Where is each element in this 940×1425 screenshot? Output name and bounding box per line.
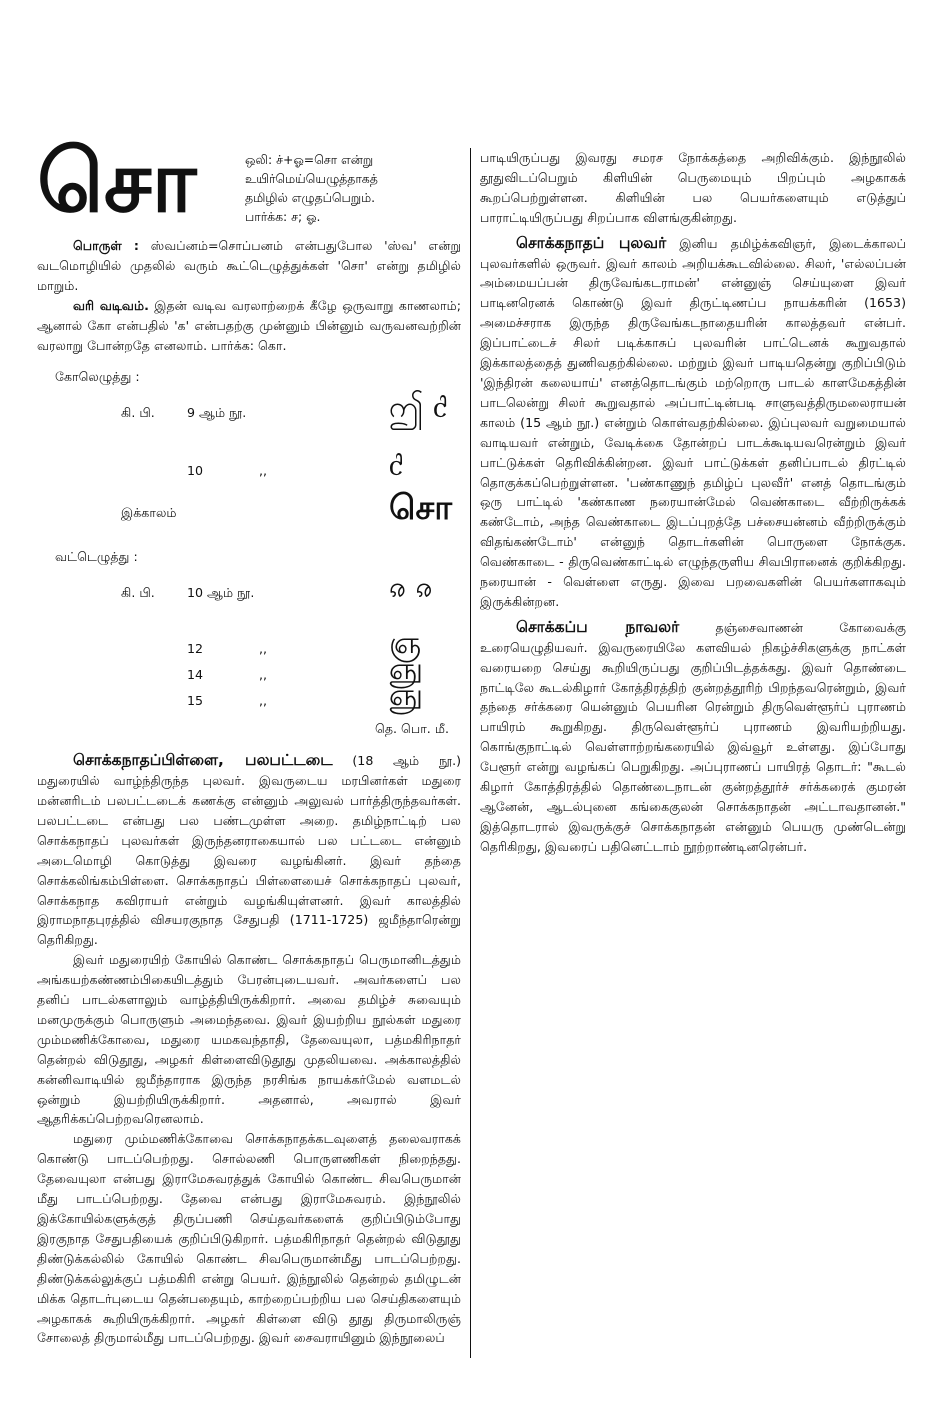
century-label: 14 [187, 667, 204, 683]
era-label: இக்காலம் [121, 505, 177, 521]
headword-block [37, 132, 461, 236]
headword-note-line: ஒலி: ச்+ஓ=சொ என்று [245, 152, 374, 167]
column-divider [470, 148, 471, 1358]
glyph-row [37, 488, 461, 535]
script-glyph: சொ [389, 488, 453, 529]
entry-paragraph-overflow: பாடியிருப்பது இவரது சமரச நோக்கத்தை அறிவிக்கும். இந்நூலில் தூதுவிடப்பெறும் கிளியின் பெருமையும் பிறப்பும் அழகாகக் கூறப்பெற்றுள்ளன. கிளியின் பல பெயர்களையும் எடுத்துப் பாராட்டியிருப்பது சிறப்பாக விளங்குகின்றது. [480, 150, 906, 225]
vatt-table-title: வட்டெழுத்து : [55, 549, 138, 565]
script-glyph: ဤ ᦺ [389, 390, 448, 426]
century-label: 10 ஆம் நூ. [187, 585, 255, 601]
era-label: கி. பி. [121, 405, 155, 421]
author-signature: தெ. பொ. மீ. [375, 721, 449, 737]
right-column [480, 148, 906, 857]
kol-table-title: கோலெழுத்து : [55, 369, 140, 385]
entry-heading: சொக்கநாதப்பிள்ளை, பலபட்டடை [73, 751, 333, 770]
era-label: கி. பி. [121, 585, 155, 601]
meaning-paragraph [37, 236, 461, 296]
vatt-table [37, 570, 461, 714]
century-label: 9 ஆம் நூ. [187, 405, 247, 421]
script-glyph: ၷ ၷ [389, 570, 433, 606]
kol-table [37, 390, 461, 535]
century-label: 15 [187, 693, 204, 709]
glyph-row [37, 678, 461, 714]
headword-note-line: உயிர்மெய்யெழுத்தாகத் [245, 171, 378, 186]
ditto-mark: ,, [259, 641, 268, 657]
meaning-label: பொருள் : [73, 238, 139, 253]
entry-paragraph-continued: மதுரை மும்மணிக்கோவை சொக்கநாதக்கடவுளைத் தலைவராகக் கொண்டு பாடப்பெற்றது. சொல்லணி பொருளணிகள் நிறைந்தது. தேவையுலா என்பது இராமேசுவரத்துக் கோயில் கொண்ட சிவபெருமான் மீது பாடப்பெற்றது. தேவை என்பது இராமேசுவரம். இந்நூலில் இக்கோயில்களுக்குத் திருப்பணி செய்தவர்களைக் குறிப்பிடும்போது இரகுநாத சேதுபதியைக் குறிப்பிடுகிறார். பத்மகிரிநாதர் தென்றல் விடுதூது திண்டுக்கல்லில் கோயில் கொண்ட சிவபெருமான்மீது பாடப்பெற்றது. திண்டுக்கல்லுக்குப் பத்மகிரி என்று பெயர். இந்நூலில் தென்றல் தமிழுடன் மிக்க தொடர்புடைய தென்பதையும், காற்றைப்பற்றிய பல செய்திகளையும் அழகாகக் கூறியிருக்கிறார். அழகர் கிள்ளை விடு தூது திருமாலிருஞ் சோலைத் திருமால்மீது பாடப்பெற்றது. இவர் சைவராயினும் இந்நூலைப் [37, 1131, 461, 1346]
script-glyph: ᦺ [389, 448, 404, 484]
glyph-row [37, 570, 461, 629]
entry-heading: சொக்கநாதப் புலவர் [516, 233, 667, 252]
meaning-text: ஸ்வப்னம்=சொப்பனம் என்பதுபோல 'ஸ்வ' என்று வடமொழியில் முதலில் வரும் கூட்டெழுத்துக்கள் 'சொ' என்று தமிழில் மாறும். [37, 238, 461, 293]
entry-text: (18 ஆம் நூ.) மதுரையில் வாழ்ந்திருந்த புலவர். இவருடைய மரபினர்கள் மதுரை மன்னரிடம் பலபட்டடைக் கணக்கு என்னும் அலுவல் பார்த்திருந்தவர்கள். பலபட்டடை என்பது பல பண்டமுள்ள அறை. தமிழ்நாட்டிற் பல சொக்கநாதப் புலவர்கள் இருந்தனராகையால் பல பட்டடை என்னும் அடைமொழி கொடுத்து இவரை வழங்கினர். இவர் தந்தை சொக்கலிங்கம்பிள்ளை. சொக்கநாதப் பிள்ளையைச் சொக்கநாதப் புலவர், சொக்கநாத கவிராயர் என்றும் வழங்கியுள்ளனர். இவர் காலத்தில் இராமநாதபுரத்தில் விசயரகுநாத சேதுபதி (1711-1725) ஜமீந்தாரென்று தெரிகிறது. [37, 753, 461, 948]
headword-note [245, 150, 461, 226]
ditto-mark: ,, [259, 693, 268, 709]
headword-note-line: தமிழில் எழுதப்பெறும். [245, 190, 376, 205]
entry-text: இனிய தமிழ்க்கவிஞர், இடைக்காலப் புலவர்களில் ஒருவர். இவர் காலம் அறியக்கூடவில்லை. சிலர், 'எல்லப்பன் அம்மையப்பன் திருவேங்கடராமன்' என்னுஞ் செய்யுளை இவர் பாடினரெனக் கொண்டு இவர் திருட்டிணப்ப நாயக்கரின் (1653) அமைச்சராக இருந்த திருவேங்கடநாதையரின் காலத்தவர் என்பர். இப்பாட்டைச் சிலர் படிக்காசுப் புலவரின் பாட்டெனக் கூறுவதால் இக்காலத்தைத் துணிவதற்கில்லை. மற்றும் இவர் பாடியதென்று குறிப்பிடும் 'இந்திரன் கலையாய்' எனத்தொடங்கும் மற்றொரு பாடல் காளமேகத்தின் பாடலென்று சிலர் கூறுவதால் அப்பாட்டின்படி சாளுவத்திருமலைராயன் காலம் (15 ஆம் நூ.) என்றும் கொள்வதற்கில்லை. இப்புலவர் வறுமையால் வாடியவர் என்றும், வேடிக்கை தோன்றப் பாடக்கூடியவரென்றும் இவர் பாட்டுக்கள் தெரிவிக்கின்றன. இவர் பாட்டுக்கள் தனிப்பாடல் திரட்டில் தொகுக்கப்பெற்றுள்ளன. 'பண்காணுந் தமிழ்ப் புலவீர்' எனத் தொடங்கும் ஒரு பாட்டில் 'கண்காண நரையான்மேல் வெண்காடை வீற்றிருக்கக் கண்டோம், அந்த வெண்காடை இடப்புறத்தே பச்சையன்னம் வீற்றிருக்கும் விதங்கண்டோம்' என்னுந் தொடர்களின் பொருளை நோக்குக. வெண்காடை - திருவெண்காட்டில் எழுந்தருளிய சிவபிரானைக் குறிக்கிறது. நரையான் - வெள்ளை எருது. இவை பறவைகளின் பெயர்களாகவும் இருக்கின்றன. [480, 235, 906, 609]
ditto-mark: ,, [259, 667, 268, 683]
entry-paragraph [480, 234, 906, 612]
entry-paragraph [480, 618, 906, 857]
script-glyph: ஞு [389, 652, 424, 688]
script-glyph: ஞ [389, 626, 422, 662]
left-column [37, 132, 461, 1348]
glyph-row [37, 448, 461, 493]
century-label: 10 [187, 463, 204, 479]
entry-paragraph [37, 751, 461, 950]
century-label: 12 [187, 641, 204, 657]
entry-paragraph: இவர் மதுரையிற் கோயில் கொண்ட சொக்கநாதப் பெருமானிடத்தும் அங்கயற்கண்ணம்பிகையிடத்தும் பேரன்புடையவர். அவர்களைப் பல தனிப் பாடல்களாலும் வாழ்த்தியிருக்கிறார். அவை தமிழ்ச் சுவையும் மனமுருக்கும் பொருளும் அமைந்தவை. இவர் இயற்றிய நூல்கள் மதுரை மும்மணிக்கோவை, மதுரை யமகவந்தாதி, தேவையுலா, பத்மகிரிநாதர் தென்றல் விடுதூது, அழகர் கிள்ளைவிடுதூது முதலியவை. அக்காலத்தில் கன்னிவாடியில் ஜமீந்தாராக இருந்த நரசிங்க நாயக்கர்மேல் வளமடல் ஒன்றும் இயற்றியிருக்கிறார். அதனால், அவரால் இவர் ஆதரிக்கப்பெற்றவரெனலாம். [37, 952, 461, 1127]
script-form-text: இதன் வடிவ வரலாற்றைக் கீழே ஒருவாறு காணலாம்; ஆனால் கோ என்பதில் 'க' என்பதற்கு முன்னும் பின்னும் வருவனவற்றின் வரலாறு போன்றதே எனலாம். பார்க்க: கொ. [37, 297, 461, 353]
script-form-label: வரி வடிவம். [73, 297, 149, 313]
entry-text: தஞ்சைவாணன் கோவைக்கு உரையெழுதியவர். இவருரையிலே களவியல் நிகழ்ச்சிகளுக்கு நாட்கள் வரையறை செய்து கூறியிருப்பது குறிப்பிடத்தக்கது. இவர் தொண்டை நாட்டிலே கூடல்கிழார் கோத்திரத்திற் குன்றத்தூரிற் பிறந்தவரென்றும், இவர் தந்தை சர்க்கரை யென்னும் பெயரின ரென்றும் திருவெள்ளூர்ப் புராணம் பாயிரம் கூறுகிறது. திருவெள்ளூர்ப் புராணம் இவரியற்றியது. கொங்குநாட்டில் வெள்ளாற்றங்கரையில் இவ்வூர் உள்ளது. இப்போது பேளூர் என்று வழங்கப் பெறுகிறது. அப்புராணப் பாயிரத் தொடர்: "கூடல் கிழார் கோத்திரத்தில் தொண்டைநாடன் குன்றத்தூர்ச் சர்க்கரைக் குமரன் ஆனேன், ஆடல்புனை கங்கைகுலன் சொக்கநாதன் அட்டாவதானன்." இத்தொடரால் இவருக்குச் சொக்கநாதன் என்னும் பெயரு முண்டென்று தெரிகிறது, இவரைப் பதினெட்டாம் நூற்றாண்டினரென்பர். [480, 619, 906, 854]
headword-letter: சொ [37, 132, 199, 232]
headword-note-line: பார்க்க: ச; ஓ. [245, 209, 321, 224]
glyph-row [37, 390, 461, 451]
entry-heading: சொக்கப்ப நாவலர் [516, 617, 680, 636]
script-glyph: ஞு [389, 678, 424, 714]
ditto-mark: ,, [259, 463, 268, 479]
script-form-paragraph [37, 296, 461, 356]
